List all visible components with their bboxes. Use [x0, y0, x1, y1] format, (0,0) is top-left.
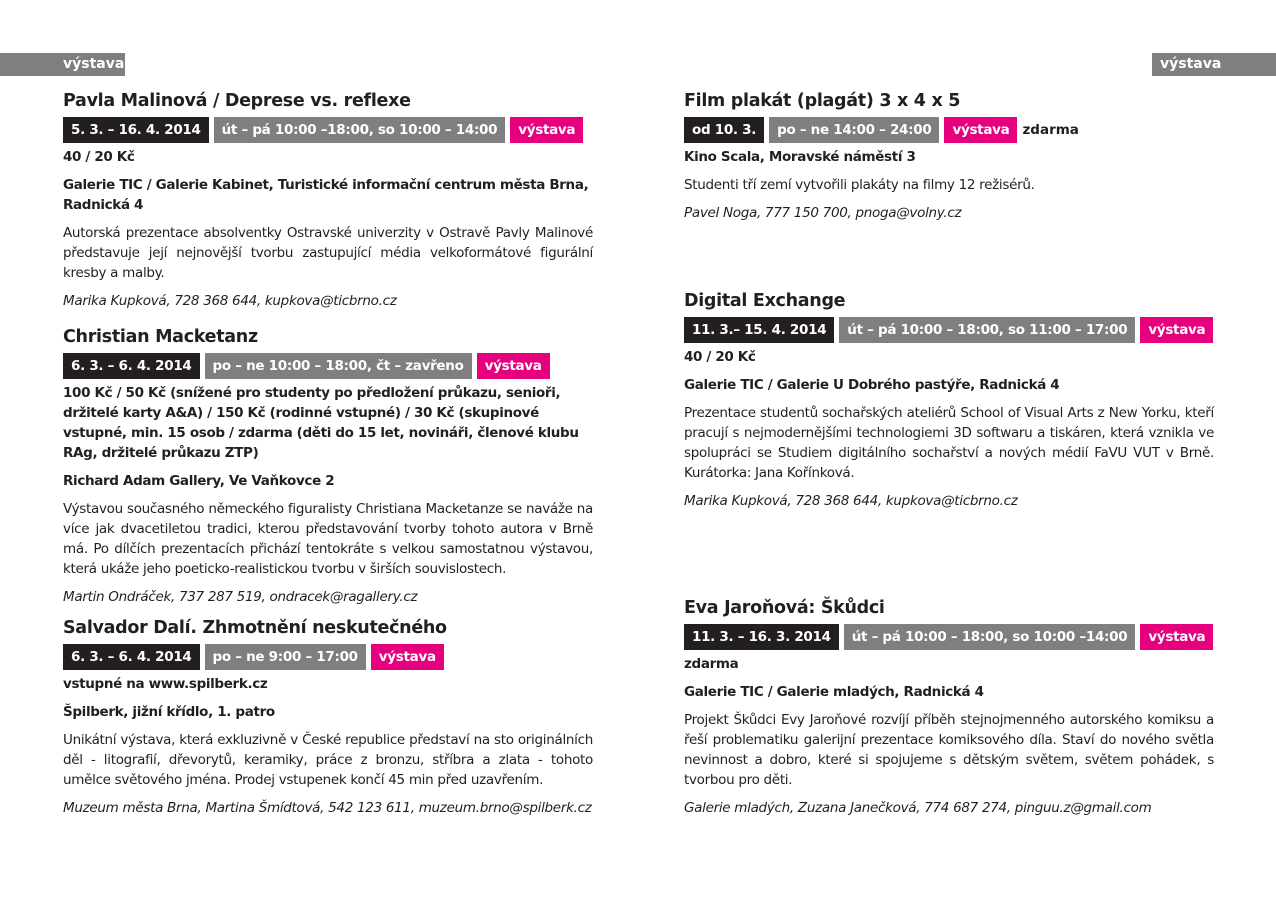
event-contact: Galerie mladých, Zuzana Janečková, 774 687 274, pinguu.z@gmail.com [684, 800, 1152, 816]
date-badge: od 10. 3. [684, 117, 764, 143]
event-price: vstupné na www.spilberk.cz [63, 676, 268, 692]
hours-badge: út – pá 10:00 –18:00, so 10:00 – 14:00 [214, 117, 506, 143]
event-badges [684, 624, 1214, 650]
event-title: Eva Jaroňová: Škůdci [684, 598, 885, 618]
type-badge: výstava [477, 353, 550, 379]
event-venue: Galerie TIC / Galerie mladých, Radnická 4 [684, 684, 984, 700]
hours-badge: po – ne 10:00 – 18:00, čt – zavřeno [205, 353, 472, 379]
type-badge: výstava [944, 117, 1017, 143]
event-description: Autorská prezentace absolventky Ostravské univerzity v Ostravě Pavly Malinové představuje její nejnovější tvorbu zastupující média velkoformátové figurální kresby a malby. [63, 225, 593, 281]
section-label-left: výstava [0, 53, 125, 76]
event-badges [684, 117, 1214, 143]
event-description: Unikátní výstava, která exkluzivně v České republice představí na sto originálních děl - litografií, dřevorytů, keramiky, práce z bronzu, stříbra a zlata - tohoto umělce světového jména. Prodej vstupenek končí 45 min před uzavřením. [63, 732, 593, 788]
event-price: 100 Kč / 50 Kč (snížené pro studenty po předložení průkazu, senioři, držitelé karty A&A) / 150 Kč (rodinné vstupné) / 30 Kč (skupinové vstupné, min. 15 osob / zdarma (děti do 15 let, novináři, členové klubu RAg, držitelé průkazu ZTP) [63, 385, 579, 461]
event-description: Projekt Škůdci Evy Jaroňové rozvíjí příběh stejnojmenného autorského komiksu a řeší problematiku galerijní prezentace komiksového díla. Staví do nového světla nevinnost a dobro, které si spojujeme s dětským světem, světem pohádek, s tvorbou pro děti. [684, 712, 1214, 788]
date-badge: 11. 3. – 16. 3. 2014 [684, 624, 839, 650]
event-description: Studenti tří zemí vytvořili plakáty na filmy 12 režisérů. [684, 177, 1035, 193]
event-title: Christian Macketanz [63, 327, 258, 347]
event-film-plakat [684, 90, 1214, 223]
event-salvador-dali [63, 617, 593, 818]
date-badge: 6. 3. – 6. 4. 2014 [63, 644, 200, 670]
type-badge: výstava [1140, 624, 1213, 650]
hours-badge: po – ne 14:00 – 24:00 [769, 117, 939, 143]
event-title: Digital Exchange [684, 291, 846, 311]
event-venue: Kino Scala, Moravské náměstí 3 [684, 149, 916, 165]
event-pavla-malinova [63, 90, 593, 311]
event-description: Prezentace studentů sochařských ateliérů School of Visual Arts z New Yorku, kteří pracují s nejmodernějšími technologiemi 3D softwaru a tiskáren, která vznikla ve spolupráci se Studiem digitálního sochařství a nových médií FaVU VUT v Brně. Kurátorka: Jana Kořínková. [684, 405, 1214, 481]
event-contact: Muzeum města Brna, Martina Šmídtová, 542 123 611, muzeum.brno@spilberk.cz [63, 800, 592, 816]
event-title: Pavla Malinová / Deprese vs. reflexe [63, 91, 411, 111]
hours-badge: út – pá 10:00 – 18:00, so 11:00 – 17:00 [839, 317, 1135, 343]
event-digital-exchange [684, 290, 1214, 511]
event-price: 40 / 20 Kč [684, 349, 756, 365]
event-contact: Martin Ondráček, 737 287 519, ondracek@ragallery.cz [63, 589, 418, 605]
price-inline: zdarma [1022, 122, 1079, 138]
hours-badge: út – pá 10:00 – 18:00, so 10:00 –14:00 [844, 624, 1136, 650]
event-venue: Galerie TIC / Galerie U Dobrého pastýře, Radnická 4 [684, 377, 1060, 393]
date-badge: 5. 3. – 16. 4. 2014 [63, 117, 209, 143]
event-title: Film plakát (plagát) 3 x 4 x 5 [684, 91, 961, 111]
event-contact: Marika Kupková, 728 368 644, kupkova@ticbrno.cz [63, 293, 397, 309]
event-badges [63, 353, 593, 379]
event-contact: Marika Kupková, 728 368 644, kupkova@ticbrno.cz [684, 493, 1018, 509]
hours-badge: po – ne 9:00 – 17:00 [205, 644, 366, 670]
event-venue: Špilberk, jižní křídlo, 1. patro [63, 704, 275, 720]
event-price: 40 / 20 Kč [63, 149, 135, 165]
event-badges [63, 644, 593, 670]
section-label-right: výstava [1152, 53, 1276, 76]
type-badge: výstava [371, 644, 444, 670]
event-eva-jaronova [684, 597, 1214, 818]
type-badge: výstava [1140, 317, 1213, 343]
event-contact: Pavel Noga, 777 150 700, pnoga@volny.cz [684, 205, 962, 221]
event-price: zdarma [684, 656, 739, 672]
event-badges [684, 317, 1214, 343]
event-badges [63, 117, 593, 143]
event-christian-macketanz [63, 326, 593, 607]
event-venue: Richard Adam Gallery, Ve Vaňkovce 2 [63, 473, 335, 489]
event-venue: Galerie TIC / Galerie Kabinet, Turistické informační centrum města Brna, Radnická 4 [63, 177, 589, 213]
type-badge: výstava [510, 117, 583, 143]
event-title: Salvador Dalí. Zhmotnění neskutečného [63, 618, 447, 638]
date-badge: 6. 3. – 6. 4. 2014 [63, 353, 200, 379]
date-badge: 11. 3.– 15. 4. 2014 [684, 317, 834, 343]
event-description: Výstavou současného německého figuralisty Christiana Macketanze se naváže na více jak dvacetiletou tradici, kterou představování tvorby tohoto autora v Brně má. Po dílčích prezentacích přichází tentokráte s velkou samostatnou výstavou, která ukáže jeho poeticko-realistickou tvorbu v širších souvislostech. [63, 501, 593, 577]
